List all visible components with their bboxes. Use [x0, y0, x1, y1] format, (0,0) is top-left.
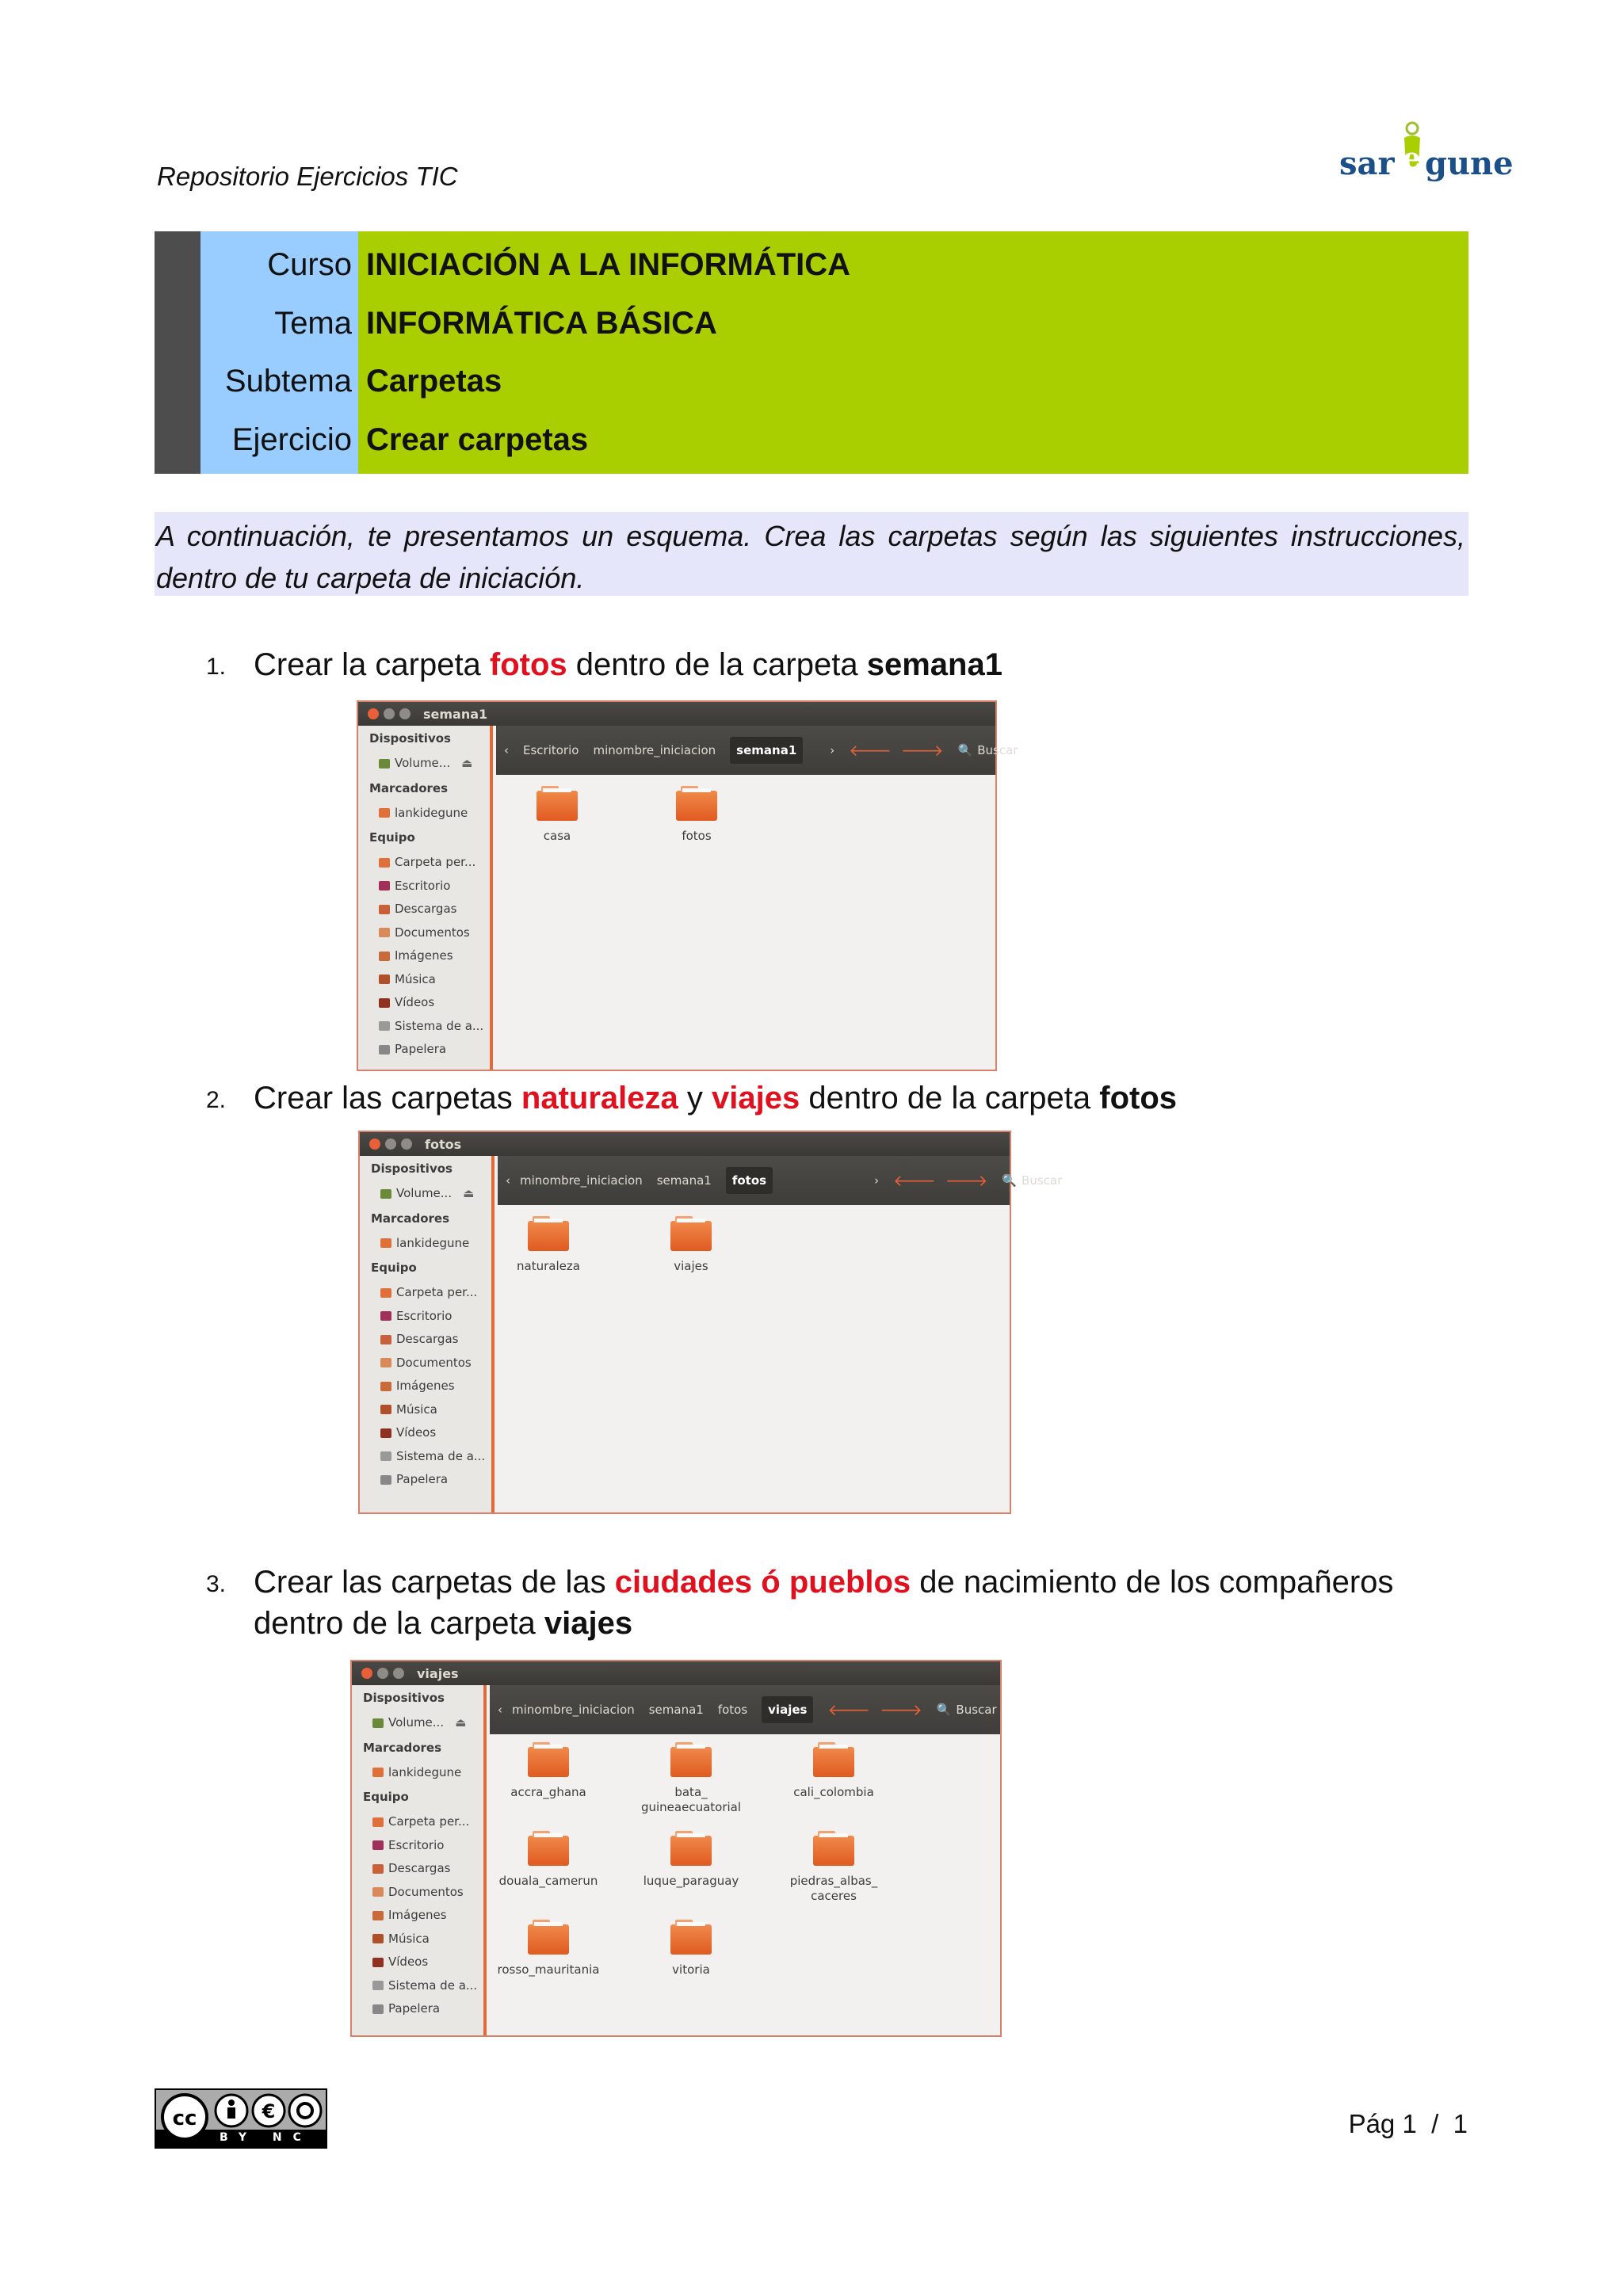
- desktop-icon: [380, 1311, 391, 1321]
- header-title: Repositorio Ejercicios TIC: [157, 162, 458, 191]
- drive-icon: [379, 759, 390, 769]
- sidebar-item-volume[interactable]: [358, 752, 490, 776]
- sidebar-item-videos[interactable]: [352, 1951, 483, 1974]
- trash-icon: [372, 2004, 384, 2014]
- documents-icon: [380, 1358, 391, 1367]
- folder-view: [498, 1205, 1010, 1512]
- sidebar-item-label: Volume...: [396, 1186, 453, 1200]
- breadcrumb-active[interactable]: semana1: [730, 737, 803, 764]
- places-sidebar: [360, 1156, 495, 1512]
- folder-label: viajes: [674, 1259, 708, 1273]
- step-text: [254, 647, 1002, 683]
- home-folder-icon: [379, 858, 390, 868]
- sidebar-item-bookmark[interactable]: [360, 1232, 491, 1256]
- home-folder-icon: [380, 1288, 391, 1298]
- filesystem-icon: [379, 1021, 390, 1031]
- sidebar-item-label: Vídeos: [396, 1425, 437, 1440]
- folder-icon: [528, 1924, 569, 1955]
- sidebar-item-downloads[interactable]: [352, 1857, 483, 1881]
- forward-arrow-icon[interactable]: 🡒: [880, 1700, 922, 1719]
- downloads-icon: [379, 905, 390, 914]
- sidebar-item-label: Carpeta per...: [395, 855, 476, 869]
- sidebar-item-documents[interactable]: [360, 1352, 491, 1375]
- folder-label: casa: [543, 829, 571, 843]
- step-text: [254, 1081, 1177, 1116]
- forward-arrow-icon[interactable]: 🡒: [900, 741, 944, 760]
- step-highlight: ciudades ó pueblos: [614, 1565, 911, 1600]
- label-ejercicio: Ejercicio: [231, 421, 352, 457]
- svg-text:sar: sar: [1339, 145, 1395, 182]
- folder-icon: [670, 1924, 712, 1955]
- folder-label: piedras_albas_ caceres: [789, 1874, 878, 1903]
- downloads-icon: [380, 1335, 391, 1344]
- folder-item[interactable]: [485, 1747, 612, 1800]
- folder-item[interactable]: [485, 1836, 612, 1889]
- back-arrow-icon[interactable]: 🡐: [827, 1700, 871, 1719]
- sidebar-head-computer: Equipo: [363, 1790, 409, 1804]
- videos-icon: [372, 1958, 384, 1967]
- breadcrumb-active[interactable]: fotos: [726, 1167, 773, 1194]
- sidebar-item-downloads[interactable]: [358, 898, 490, 921]
- maximize-icon[interactable]: [393, 1668, 404, 1679]
- folder-view: [496, 775, 995, 1070]
- close-icon[interactable]: [369, 1138, 380, 1150]
- home-folder-icon: [372, 1817, 384, 1827]
- breadcrumb-item[interactable]: semana1: [656, 1173, 712, 1188]
- course-info-table: [155, 231, 1468, 474]
- search-icon[interactable]: 🔍: [957, 743, 973, 757]
- path-toolbar: [490, 1685, 1000, 1734]
- sidebar-item-label: Volume...: [388, 1715, 445, 1730]
- sidebar-item-label: lankidegune: [395, 805, 468, 820]
- minimize-icon[interactable]: [384, 708, 395, 719]
- step-number: 1.: [206, 654, 227, 680]
- file-window-fotos: [358, 1131, 1063, 1514]
- pictures-icon: [380, 1382, 391, 1391]
- intro-paragraph: A continuación, te presentamos un esquema. Crea las carpetas según las siguientes instrucciones, dentro de tu carpeta de iniciación.: [155, 512, 1468, 596]
- folder-icon: [670, 1221, 712, 1251]
- sidebar-item-desktop[interactable]: [352, 1834, 483, 1858]
- sidebar-item-pictures[interactable]: [358, 944, 490, 968]
- table-values: [358, 231, 1468, 474]
- chevron-right-icon[interactable]: ›: [874, 1173, 880, 1188]
- label-curso: Curso: [267, 247, 352, 283]
- window-titlebar: [358, 702, 995, 726]
- folder-label: rosso_mauritania: [497, 1962, 600, 1977]
- window-titlebar: [352, 1661, 1000, 1685]
- sidebar-item-home[interactable]: [352, 1810, 483, 1834]
- value-tema: INFORMÁTICA BÁSICA: [366, 305, 717, 341]
- svg-text:gune: gune: [1425, 145, 1514, 182]
- value-curso: INICIACIÓN A LA INFORMÁTICA: [366, 247, 851, 283]
- music-icon: [372, 1934, 384, 1943]
- maximize-icon[interactable]: [399, 708, 411, 719]
- sidebar-item-label: Volume...: [395, 756, 451, 770]
- sidebar-item-home[interactable]: [360, 1281, 491, 1305]
- sidebar-item-documents[interactable]: [352, 1881, 483, 1905]
- sidebar-item-label: Vídeos: [388, 1955, 429, 1969]
- search-button[interactable]: Buscar: [1022, 1173, 1063, 1188]
- videos-icon: [380, 1428, 391, 1438]
- back-arrow-icon[interactable]: 🡐: [849, 741, 892, 760]
- window-title: viajes: [417, 1665, 459, 1681]
- sidebar-item-music[interactable]: [352, 1928, 483, 1951]
- file-window-semana1: [357, 700, 1018, 1071]
- sidebar-item-label: lankidegune: [396, 1235, 470, 1250]
- step-text-part: dentro de la carpeta: [254, 1606, 544, 1641]
- documents-icon: [379, 928, 390, 937]
- step-line-2: [254, 1606, 632, 1642]
- drive-icon: [372, 1718, 384, 1728]
- filesystem-icon: [380, 1451, 391, 1461]
- desktop-icon: [379, 881, 390, 891]
- sidebar-item-label: lankidegune: [388, 1764, 462, 1779]
- folder-icon: [528, 1221, 569, 1251]
- trash-icon: [379, 1045, 390, 1055]
- sidebar-item-documents[interactable]: [358, 921, 490, 945]
- maximize-icon[interactable]: [401, 1138, 412, 1150]
- step-text-part: Crear las carpetas: [254, 1081, 521, 1116]
- value-subtema: Carpetas: [366, 364, 502, 399]
- folder-icon: [379, 808, 390, 818]
- license-text: BY NC SA: [220, 2131, 366, 2144]
- window-title: fotos: [425, 1136, 462, 1152]
- sidebar-item-music[interactable]: [358, 968, 490, 992]
- sidebar-item-label: Descargas: [395, 902, 457, 916]
- search-icon[interactable]: 🔍: [1002, 1173, 1018, 1188]
- breadcrumb-item[interactable]: semana1: [648, 1703, 704, 1717]
- places-sidebar: [358, 726, 493, 1070]
- folder-icon: [537, 791, 578, 821]
- sidebar-item-volume[interactable]: [360, 1182, 491, 1206]
- pictures-icon: [379, 952, 390, 961]
- svg-text:e: e: [1403, 142, 1421, 175]
- folder-item[interactable]: [628, 1924, 754, 1978]
- sidebar-item-label: Imágenes: [395, 948, 453, 963]
- sidebar-item-pictures[interactable]: [360, 1375, 491, 1398]
- sidebar-head-devices: Dispositivos: [371, 1161, 453, 1176]
- step-bold: fotos: [1099, 1081, 1178, 1116]
- sidebar-item-label: Escritorio: [395, 878, 451, 893]
- label-subtema: Subtema: [224, 364, 352, 399]
- sidebar-head-computer: Equipo: [371, 1261, 417, 1275]
- sidebar-item-label: Carpeta per...: [396, 1285, 478, 1299]
- chevron-left-icon[interactable]: ‹: [498, 1703, 502, 1717]
- sidebar-item-label: Sistema de a...: [388, 1978, 478, 1993]
- filesystem-icon: [372, 1981, 384, 1990]
- value-ejercicio: Crear carpetas: [366, 421, 589, 457]
- breadcrumb-item[interactable]: minombre_iniciacion: [593, 743, 716, 757]
- sidebar-head-devices: Dispositivos: [363, 1691, 445, 1705]
- folder-label: fotos: [682, 829, 712, 843]
- places-sidebar: [352, 1685, 487, 2035]
- window-titlebar: [360, 1132, 1010, 1156]
- breadcrumb-item[interactable]: Escritorio: [523, 743, 579, 757]
- folder-label: luque_paraguay: [643, 1874, 739, 1888]
- folder-icon: [380, 1238, 391, 1248]
- sidebar-item-filesystem[interactable]: [358, 1015, 490, 1039]
- folder-item[interactable]: [485, 1221, 612, 1274]
- step-text-part: de nacimiento de los compañeros: [911, 1565, 1394, 1600]
- sidebar-item-label: Papelera: [388, 2001, 441, 2016]
- downloads-icon: [372, 1864, 384, 1874]
- table-labels: [200, 231, 358, 474]
- folder-label: naturaleza: [517, 1259, 580, 1273]
- sidebar-item-videos[interactable]: [358, 991, 490, 1015]
- step-number: 2.: [206, 1087, 227, 1113]
- folder-label: douala_camerun: [498, 1874, 598, 1888]
- step-text: [254, 1565, 1468, 1600]
- step-text-part: Crear las carpetas de las: [254, 1565, 615, 1600]
- chevron-left-icon[interactable]: ‹: [504, 743, 509, 757]
- folder-icon: [676, 791, 717, 821]
- sidebar-item-bookmark[interactable]: [358, 802, 490, 826]
- sidebar-head-devices: Dispositivos: [369, 731, 451, 746]
- sidebar-head-computer: Equipo: [369, 830, 415, 845]
- breadcrumb-active[interactable]: viajes: [762, 1696, 813, 1723]
- minimize-icon[interactable]: [385, 1138, 396, 1150]
- sidebar-item-filesystem[interactable]: [360, 1445, 491, 1469]
- eject-icon[interactable]: ⏏: [461, 756, 473, 770]
- step-text-part: dentro de la carpeta: [800, 1081, 1100, 1116]
- sidebar-item-videos[interactable]: [360, 1421, 491, 1445]
- folder-icon: [813, 1747, 854, 1777]
- folder-item[interactable]: [770, 1836, 897, 1904]
- svg-text:cc: cc: [172, 2107, 197, 2130]
- sidebar-item-label: Escritorio: [388, 1837, 445, 1852]
- creative-commons-badge[interactable]: [155, 2088, 366, 2149]
- sidebar-head-bookmarks: Marcadores: [369, 780, 449, 795]
- sidebar-item-downloads[interactable]: [360, 1328, 491, 1352]
- sidebar-head-bookmarks: Marcadores: [371, 1211, 450, 1226]
- sidebar-item-label: Vídeos: [395, 995, 435, 1009]
- music-icon: [380, 1405, 391, 1414]
- saregune-logo: [1339, 109, 1514, 196]
- sidebar-item-label: Documentos: [395, 925, 470, 940]
- minimize-icon[interactable]: [377, 1668, 388, 1679]
- step-bold: viajes: [544, 1606, 633, 1641]
- sidebar-item-label: Documentos: [396, 1355, 472, 1370]
- path-toolbar: [496, 726, 1018, 775]
- sidebar-item-music[interactable]: [360, 1398, 491, 1422]
- documents-icon: [372, 1887, 384, 1897]
- sidebar-item-trash[interactable]: [352, 1997, 483, 2021]
- folder-label: bata_ guineaecuatorial: [640, 1785, 742, 1814]
- sidebar-item-label: Música: [396, 1402, 437, 1417]
- sidebar-item-label: Imágenes: [388, 1908, 447, 1922]
- sidebar-item-label: Música: [395, 971, 436, 986]
- folder-item[interactable]: [628, 1747, 754, 1815]
- folder-item[interactable]: [633, 791, 760, 844]
- folder-icon: [670, 1836, 712, 1866]
- path-toolbar: [498, 1156, 1063, 1205]
- page-number: Pág 1 / 1: [1348, 2109, 1468, 2138]
- sidebar-item-pictures[interactable]: [352, 1904, 483, 1928]
- folder-label: accra_ghana: [510, 1785, 586, 1799]
- sidebar-head-bookmarks: Marcadores: [363, 1740, 442, 1755]
- chevron-right-icon[interactable]: ›: [830, 743, 835, 757]
- sidebar-item-label: Carpeta per...: [388, 1814, 470, 1829]
- folder-icon: [372, 1768, 384, 1777]
- folder-item[interactable]: [628, 1836, 754, 1889]
- svg-text:€: €: [262, 2100, 276, 2122]
- eject-icon[interactable]: ⏏: [455, 1715, 467, 1730]
- folder-icon: [528, 1836, 569, 1866]
- sidebar-item-label: Descargas: [388, 1861, 451, 1875]
- step-highlight: viajes: [712, 1081, 800, 1116]
- sidebar-item-label: Descargas: [396, 1332, 459, 1346]
- folder-label: cali_colombia: [793, 1785, 874, 1799]
- step-text-part: y: [678, 1081, 712, 1116]
- step-number: 3.: [206, 1571, 227, 1597]
- desktop-icon: [372, 1840, 384, 1850]
- file-window-viajes: [350, 1660, 1002, 2037]
- sidebar-item-label: Documentos: [388, 1884, 464, 1899]
- folder-view: [490, 1734, 1000, 2035]
- forward-arrow-icon[interactable]: 🡒: [945, 1171, 988, 1190]
- sidebar-item-home[interactable]: [358, 851, 490, 875]
- step-bold: semana1: [866, 647, 1002, 682]
- sidebar-item-bookmark[interactable]: [352, 1761, 483, 1785]
- close-icon[interactable]: [368, 708, 379, 719]
- window-title: semana1: [423, 706, 488, 722]
- folder-icon: [670, 1747, 712, 1777]
- sidebar-item-label: Sistema de a...: [395, 1018, 484, 1033]
- folder-icon: [813, 1836, 854, 1866]
- breadcrumb-item[interactable]: fotos: [717, 1703, 748, 1717]
- step-highlight: fotos: [489, 647, 567, 682]
- sidebar-item-filesystem[interactable]: [352, 1974, 483, 1998]
- trash-icon: [380, 1475, 391, 1485]
- sidebar-item-desktop[interactable]: [360, 1305, 491, 1329]
- folder-label: vitoria: [672, 1962, 710, 1977]
- sidebar-item-desktop[interactable]: [358, 875, 490, 898]
- search-icon[interactable]: 🔍: [936, 1703, 952, 1717]
- folder-item[interactable]: [770, 1747, 897, 1800]
- eject-icon[interactable]: ⏏: [463, 1186, 475, 1200]
- sidebar-item-label: Imágenes: [396, 1379, 455, 1393]
- search-button[interactable]: Buscar: [956, 1703, 997, 1717]
- sidebar-item-label: Música: [388, 1931, 430, 1946]
- close-icon[interactable]: [361, 1668, 372, 1679]
- back-arrow-icon[interactable]: 🡐: [893, 1171, 936, 1190]
- step-highlight: naturaleza: [521, 1081, 678, 1116]
- step-text-part: Crear la carpeta: [254, 647, 490, 682]
- breadcrumb-item[interactable]: minombre_iniciacion: [520, 1173, 643, 1188]
- label-tema: Tema: [274, 305, 352, 341]
- folder-item[interactable]: [485, 1924, 612, 1978]
- sidebar-item-label: Papelera: [396, 1472, 449, 1486]
- sidebar-item-label: Escritorio: [396, 1308, 453, 1323]
- sidebar-item-trash[interactable]: [360, 1468, 491, 1492]
- step-text-part: dentro de la carpeta: [567, 647, 867, 682]
- folder-item[interactable]: [494, 791, 621, 844]
- sidebar-item-label: Sistema de a...: [396, 1448, 486, 1463]
- search-button[interactable]: Buscar: [977, 743, 1018, 757]
- chevron-left-icon[interactable]: ‹: [506, 1173, 510, 1188]
- sidebar-item-trash[interactable]: [358, 1038, 490, 1062]
- breadcrumb-item[interactable]: minombre_iniciacion: [512, 1703, 635, 1717]
- table-left-bar: [155, 231, 200, 474]
- music-icon: [379, 974, 390, 984]
- sidebar-item-label: Papelera: [395, 1042, 447, 1056]
- step-line-1: [254, 1565, 1393, 1600]
- folder-item[interactable]: [628, 1221, 754, 1274]
- pictures-icon: [372, 1911, 384, 1920]
- sidebar-item-volume[interactable]: [352, 1711, 483, 1735]
- drive-icon: [380, 1189, 391, 1199]
- videos-icon: [379, 998, 390, 1008]
- folder-icon: [528, 1747, 569, 1777]
